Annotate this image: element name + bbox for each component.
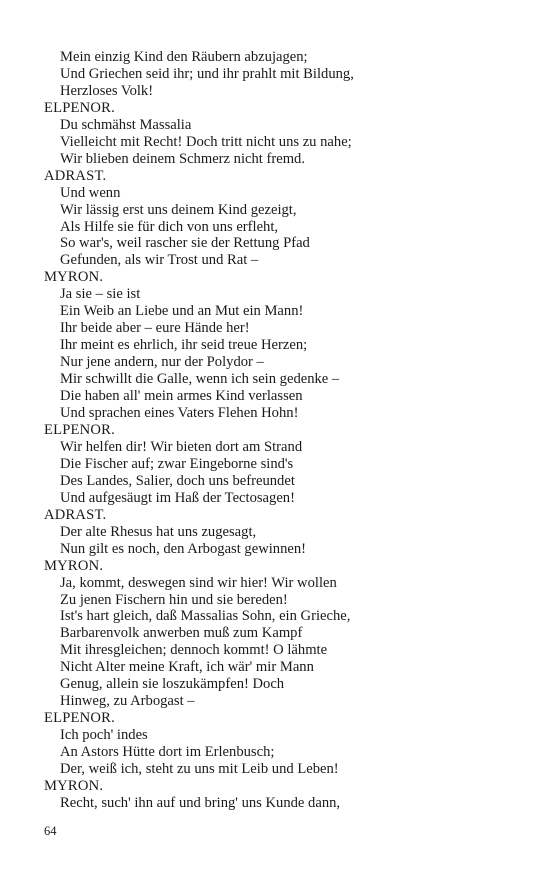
verse-line: Ihr meint es ehrlich, ihr seid treue Herzen; xyxy=(60,337,308,354)
speaker-name: ELPENOR. xyxy=(44,99,115,116)
verse-line: Ihr beide aber – eure Hände her! xyxy=(60,320,250,337)
speaker-name: ADRAST. xyxy=(44,506,107,523)
verse-line: Wir helfen dir! Wir bieten dort am Strand xyxy=(60,438,303,455)
verse-line: Hinweg, zu Arbogast – xyxy=(60,693,195,710)
verse-line: Ein Weib an Liebe und an Mut ein Mann! xyxy=(60,303,304,320)
verse-line: Die haben all' mein armes Kind verlassen xyxy=(60,388,303,405)
speaker-name: MYRON. xyxy=(44,777,104,794)
verse-line: Ja sie – sie ist xyxy=(60,286,141,303)
verse-line: Zu jenen Fischern hin und sie bereden! xyxy=(60,591,288,608)
speaker-name: ELPENOR. xyxy=(44,710,115,727)
verse-line: Die Fischer auf; zwar Eingeborne sind's xyxy=(60,455,294,472)
verse-line: Recht, such' ihn auf und bring' uns Kunde dann, xyxy=(60,794,341,811)
verse-line: Ist's hart gleich, daß Massalias Sohn, ein Grieche, xyxy=(60,608,351,625)
verse-line: Barbarenvolk anwerben muß zum Kampf xyxy=(60,625,303,642)
verse-line: Wir lässig erst uns deinem Kind gezeigt, xyxy=(60,201,297,218)
verse-line: Der alte Rhesus hat uns zugesagt, xyxy=(60,523,257,540)
verse-line: Du schmähst Massalia xyxy=(60,116,192,133)
verse-line: Mit ihresgleichen; dennoch kommt! O lähmte xyxy=(60,642,328,659)
verse-line: Des Landes, Salier, doch uns befreundet xyxy=(60,472,295,489)
page-number: 64 xyxy=(44,824,57,838)
verse-line: Mein einzig Kind den Räubern abzujagen; xyxy=(60,49,308,65)
verse-line: Der, weiß ich, steht zu uns mit Leib und Leben! xyxy=(60,761,339,778)
verse-line: Und Griechen seid ihr; und ihr prahlt mit Bildung, xyxy=(60,65,354,82)
verse-line: So war's, weil rascher sie der Rettung Pfad xyxy=(60,235,310,252)
verse-line: Wir blieben deinem Schmerz nicht fremd. xyxy=(60,150,305,167)
verse-line: Herzloses Volk! xyxy=(60,82,154,99)
verse-line: Ich poch' indes xyxy=(60,727,148,744)
verse-line: Mir schwillt die Galle, wenn ich sein gedenke – xyxy=(60,371,340,388)
verse-line: Ja, kommt, deswegen sind wir hier! Wir wollen xyxy=(60,574,337,591)
verse-line: Genug, allein sie loszukämpfen! Doch xyxy=(60,676,285,693)
verse-line: Als Hilfe sie für dich von uns erfleht, xyxy=(60,218,279,235)
verse-line: Und sprachen eines Vaters Flehen Hohn! xyxy=(60,405,299,422)
verse-line: Nicht Alter meine Kraft, ich wär' mir Mann xyxy=(60,659,314,676)
speaker-name: ELPENOR. xyxy=(44,421,115,438)
speaker-name: MYRON. xyxy=(44,269,104,286)
speaker-name: MYRON. xyxy=(44,557,104,574)
play-text xyxy=(44,49,514,812)
verse-line: Und wenn xyxy=(60,184,121,201)
verse-line: An Astors Hütte dort im Erlenbusch; xyxy=(60,744,275,761)
verse-line: Nur jene andern, nur der Polydor – xyxy=(60,354,264,371)
verse-line: Nun gilt es noch, den Arbogast gewinnen! xyxy=(60,540,307,557)
verse-line: Und aufgesäugt im Haß der Tectosagen! xyxy=(60,489,295,506)
verse-line: Gefunden, als wir Trost und Rat – xyxy=(60,252,259,269)
speaker-name: ADRAST. xyxy=(44,167,107,184)
verse-line: Vielleicht mit Recht! Doch tritt nicht uns zu nahe; xyxy=(60,133,352,150)
